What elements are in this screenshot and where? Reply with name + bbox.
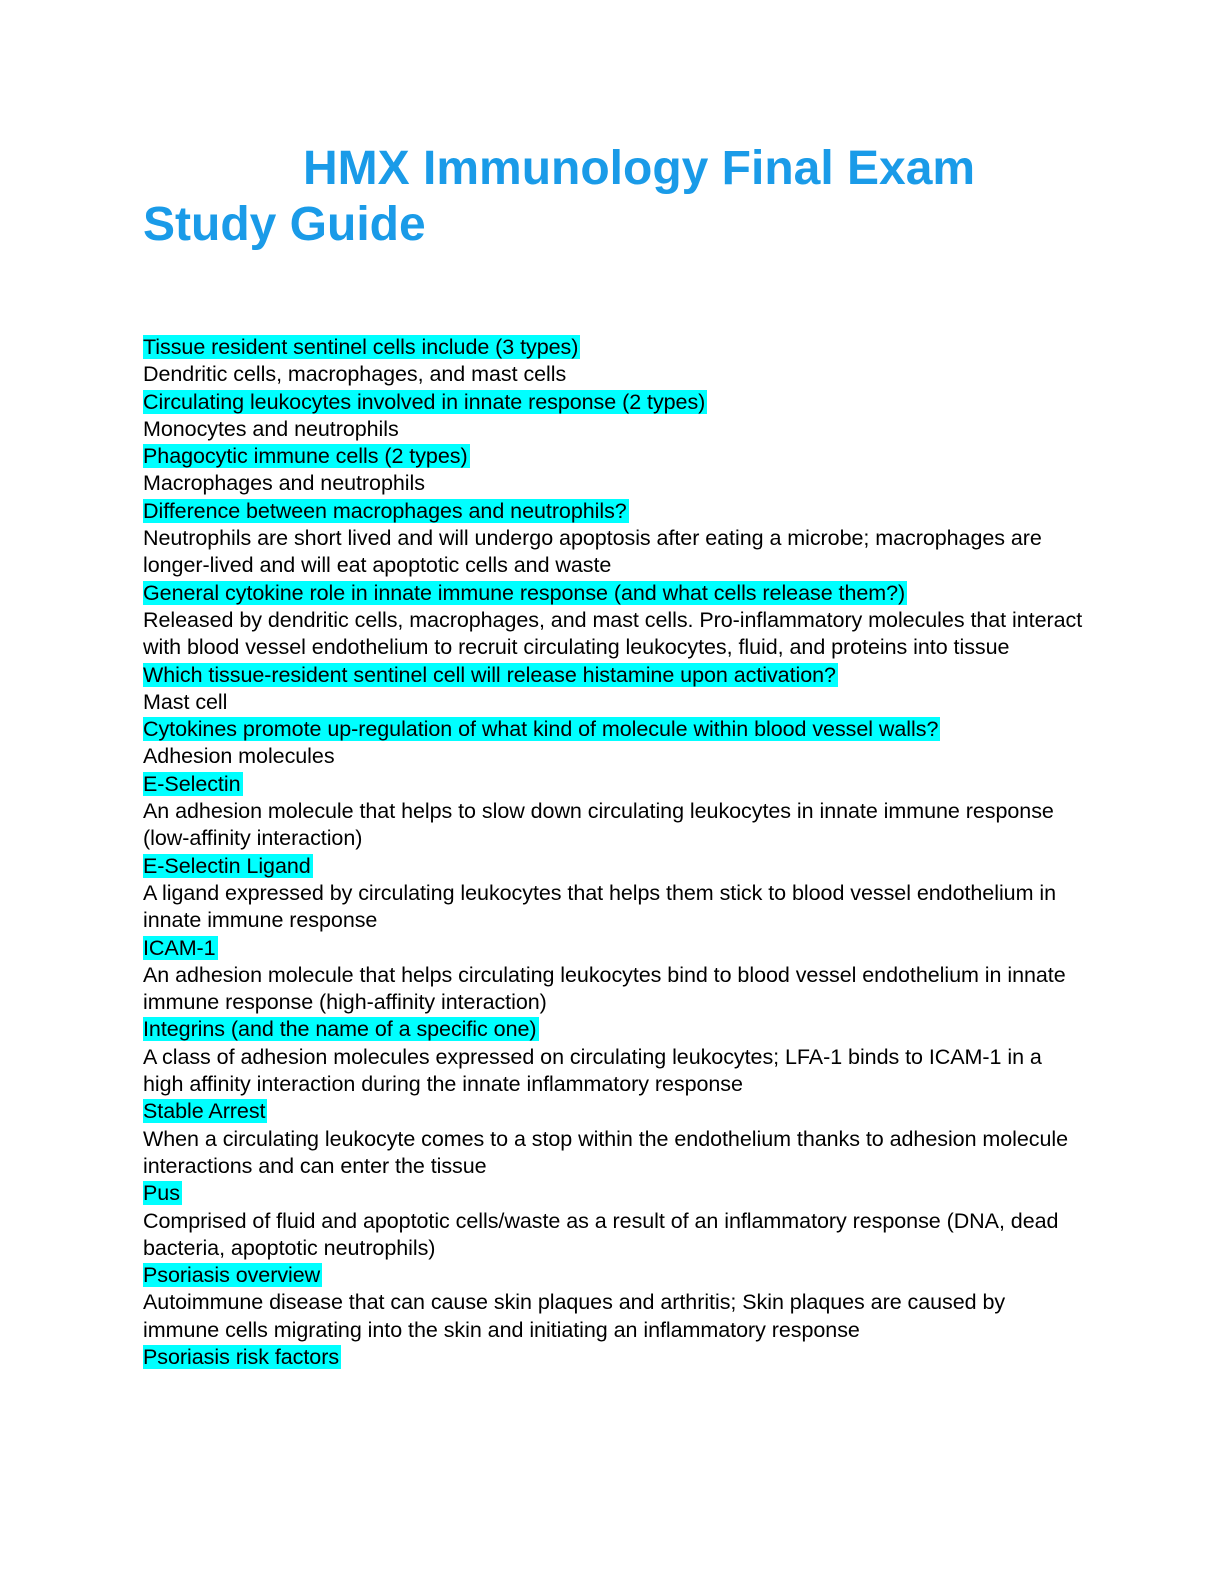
question-5: General cytokine role in innate immune response (and what cells release them?) [143,580,906,605]
question-1: Tissue resident sentinel cells include (3 types) [143,335,579,359]
answer-10: An adhesion molecule that helps circulating leukocytes bind to blood vessel endothelium in innate immune response (high-affinity interaction) [143,962,1066,1015]
answer-9: A ligand expressed by circulating leukocytes that helps them stick to blood vessel endothelium in innate immune response [143,880,1056,933]
answer-1: Dendritic cells, macrophages, and mast cells [143,362,567,387]
question-13: Pus [143,1181,180,1206]
answer-6: Mast cell [143,689,228,714]
question-7: Cytokines promote up-regulation of what kind of molecule within blood vessel walls? [143,717,939,742]
question-12: Stable Arrest [143,1099,266,1124]
page-title [143,141,1043,253]
answer-13: Comprised of fluid and apoptotic cells/waste as a result of an inflammatory response (DNA, dead bacteria, apoptotic neutrophils) [143,1208,1059,1260]
answer-5: Released by dendritic cells, macrophages, and mast cells. Pro-inflammatory molecules that interact with blood vessel endothelium to recruit circulating leukocytes, fluid, and proteins into tissue [143,607,1083,660]
question-11: Integrins (and the name of a specific one) [143,1017,537,1042]
answer-8: An adhesion molecule that helps to slow down circulating leukocytes in innate immune response (low-affinity interaction) [143,799,1054,851]
study-guide-content [143,334,1083,1371]
page-title-line-1: HMX Immunology Final Exam [303,142,976,195]
question-14: Psoriasis overview [143,1263,321,1288]
question-4: Difference between macrophages and neutrophils? [143,498,627,523]
answer-12: When a circulating leukocyte comes to a stop within the endothelium thanks to adhesion molecule interactions and can enter the tissue [143,1126,1069,1178]
question-6: Which tissue-resident sentinel cell will release histamine upon activation? [143,662,836,687]
question-3: Phagocytic immune cells (2 types) [143,444,468,469]
answer-7: Adhesion molecules [143,744,335,769]
answer-14: Autoimmune disease that can cause skin plaques and arthritis; Skin plaques are caused by immune cells migrating into the skin and initiating an inflammatory response [143,1290,1006,1342]
answer-11: A class of adhesion molecules expressed on circulating leukocytes; LFA-1 binds to ICAM-1 in a high affinity interaction during the innate inflammatory response [143,1044,1042,1097]
question-10: ICAM-1 [143,935,216,960]
question-8: E-Selectin [143,771,241,796]
page-title-line-2: Study Guide [143,198,426,251]
question-9: E-Selectin Ligand [143,853,311,878]
answer-4: Neutrophils are short lived and will undergo apoptosis after eating a microbe; macrophages are longer-lived and will eat apoptotic cells and waste [143,526,1042,578]
answer-3: Macrophages and neutrophils [143,471,425,496]
question-2: Circulating leukocytes involved in innate response (2 types) [143,389,706,414]
answer-2: Monocytes and neutrophils [143,416,399,441]
question-15: Psoriasis risk factors [143,1344,340,1369]
